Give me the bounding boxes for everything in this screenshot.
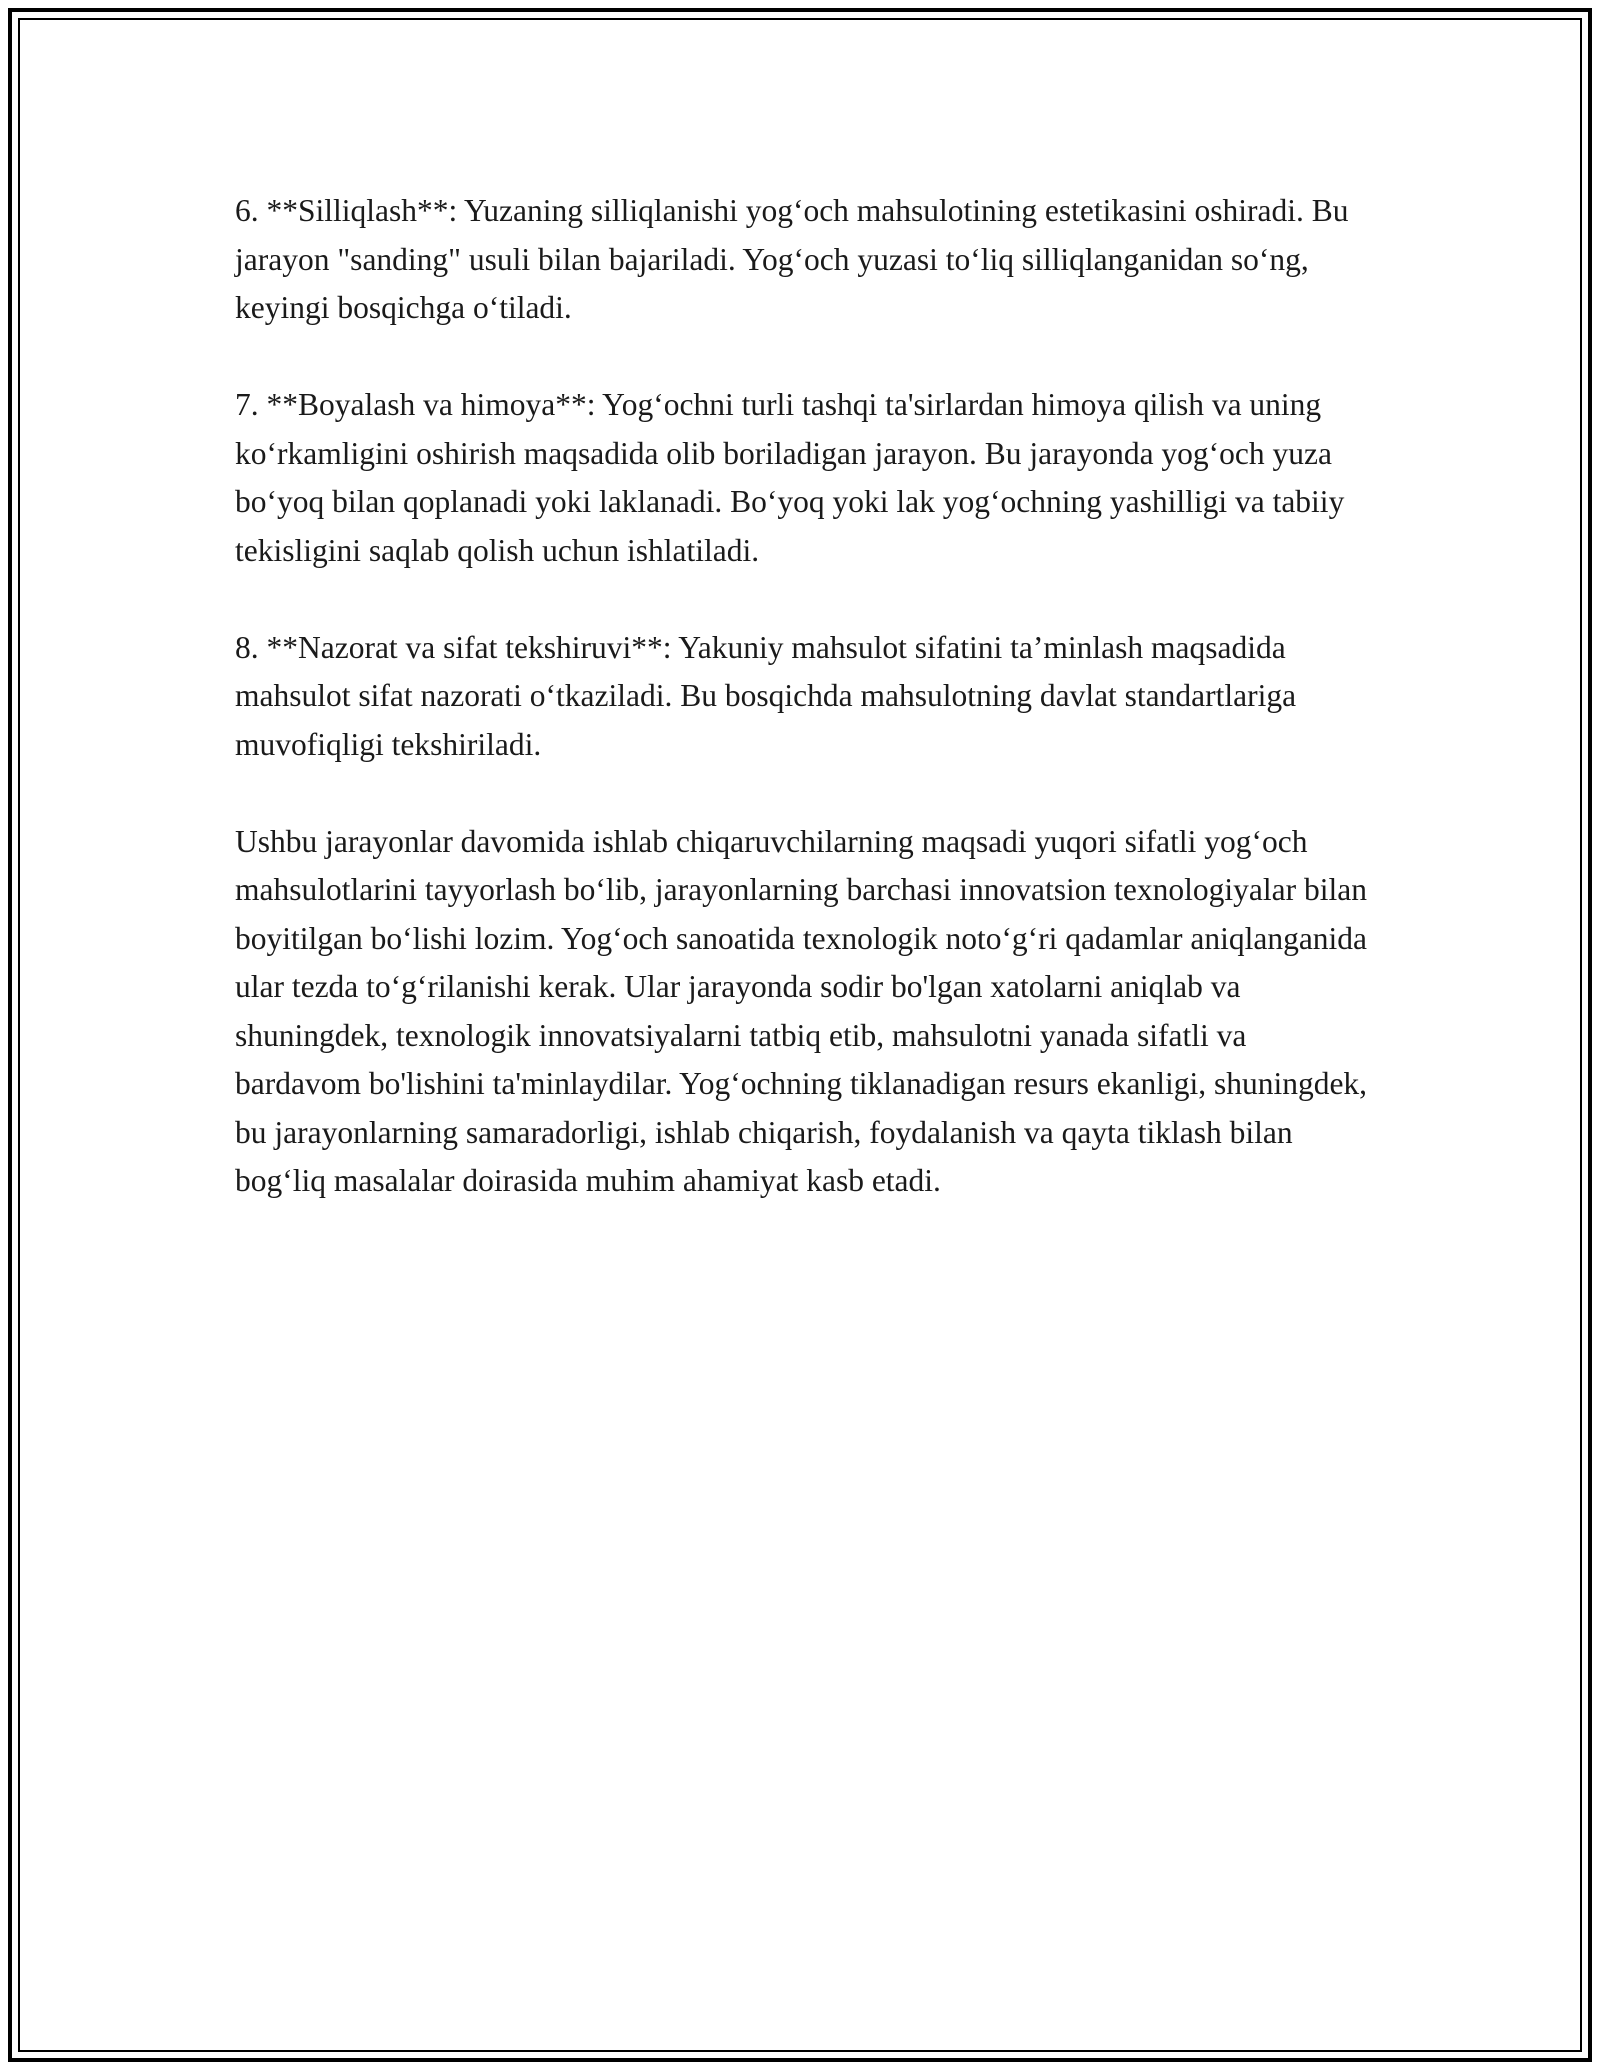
paragraph-conclusion: Ushbu jarayonlar davomida ishlab chiqaruvchilarning maqsadi yuqori sifatli yog‘och mahsulotlarini tayyorlash bo‘lib, jarayonlarning barchasi innovatsion texnologiyalar bilan boyitilgan bo‘lishi lozim. Yog‘och sanoatida texnologik noto‘g‘ri qadamlar aniqlanganida ular tezda to‘g‘rilanishi kerak. Ular jarayonda sodir bo'lgan xatolarni aniqlab va shuningdek, texnologik innovatsiyalarni tatbiq etib, mahsulotni yanada sifatli va bardavom bo'lishini ta'minlaydilar. Yog‘ochning tiklanadigan resurs ekanligi, shuningdek, bu jarayonlarning samaradorligi, ishlab chiqarish, foydalanish va qayta tiklash bilan bog‘liq masalalar doirasida muhim ahamiyat kasb etadi.	[235, 823, 1368, 1198]
paragraph-step-6: 6. **Silliqlash**: Yuzaning silliqlanishi yog‘och mahsulotining estetikasini oshiradi. Bu jarayon "sanding" usuli bilan bajariladi. Yog‘och yuzasi to‘liq silliqlanganidan so‘ng, keyingi bosqichga o‘tiladi.	[235, 193, 1349, 325]
document-body	[235, 187, 1375, 1206]
paragraph-step-8: 8. **Nazorat va sifat tekshiruvi**: Yakuniy mahsulot sifatini ta’minlash maqsadida mahsulot sifat nazorati o‘tkaziladi. Bu bosqichda mahsulotning davlat standartlariga muvofiqligi tekshiriladi.	[235, 629, 1297, 762]
paragraph-step-7: 7. **Boyalash va himoya**: Yog‘ochni turli tashqi ta'sirlardan himoya qilish va uning ko‘rkamligini oshirish maqsadida olib boriladigan jarayon. Bu jarayonda yog‘och yuza bo‘yoq bilan qoplanadi yoki laklanadi. Bo‘yoq yoki lak yog‘ochning yashilligi va tabiiy tekisligini saqlab qolish uchun ishlatiladi.	[235, 387, 1345, 568]
